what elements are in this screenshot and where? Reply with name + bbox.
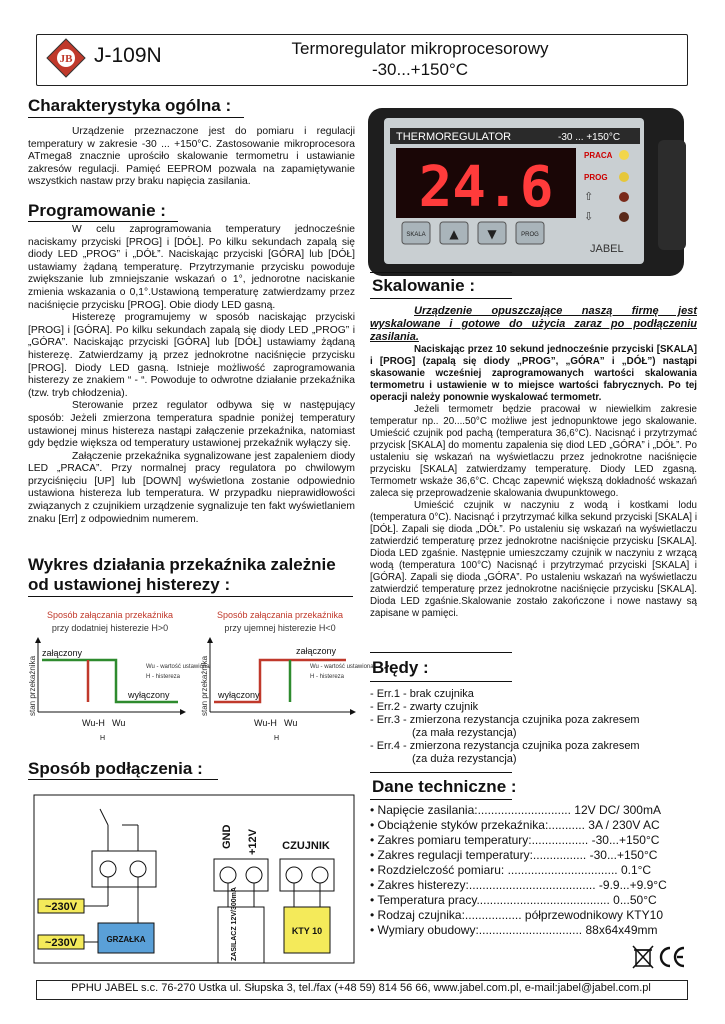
left-off-label: wyłączony [128,690,170,700]
left-legend-1: Wu - wartość ustawiona [146,664,210,670]
tech-item: • Wymiary obudowy:............................... 88x64x49mm [370,923,658,937]
tech-item: • Zakres regulacji temperatury:................ -30...+150°C [370,848,658,862]
tech-item: • Zakres pomiaru temperatury:................. -30...+150°C [370,833,660,847]
led-up-icon [619,192,629,202]
certification-marks [632,944,688,970]
tech-item: • Rodzaj czujnika:................. półprzewodnikowy KTY10 [370,908,663,922]
sensor-label: CZUJNIK [282,840,330,852]
connection-heading: Sposób podłączenia : [28,759,203,778]
calibration-p4: Umieścić czujnik w naczyniu z wodą i kostkami lodu (temperatura 0°C). Nacisnąć i przytrzymać kilka sekund przyciski [SKALA] i [DÓŁ]. Zapali się dioda „DÓŁ”. Po ustaleniu się wskazań na wyświetlaczu zatwierdzić temperaturę przez jednokrotne naciśnięcie przycisku [SKALA]. Dioda LED zgaśnie. Następnie umieszczamy czujnik w naczyniu z wrzącą wodą (temperatura 100°C) Nacisnąć i przytrzymać przyciski [SKALA] i [GÓRA]. Zapali się dioda „GÓRA”. Po ustaleniu wskazań na wyświetlaczu zatwierdzić temperaturę przez jednokrotne naciśnięcie przycisku [SKALA]. Dioda LED zgaśnie.Skalowanie zostało zakończone i nowe nastawy są zapisane w pamięci. [370,500,697,619]
tech-list [370,803,700,938]
calibration-heading: Skalowanie : [372,276,475,295]
left-y-axis-label: stan przekaźnika [28,655,37,716]
left-wuh-label: Wu-H [82,718,105,728]
right-y-axis-label: stan przekaźnika [200,655,209,716]
device-brand-label: THERMOREGULATOR [396,131,512,143]
tech-item: • Obciążenie styków przekaźnika:........... 3A / 230V AC [370,818,660,832]
errors-heading-overline [370,652,512,653]
general-heading: Charakterystyka ogólna : [28,96,232,115]
right-caption-1: Sposób załączania przekaźnika [216,610,344,620]
model-number: J-109N [94,44,162,67]
v12-label: +12V [247,829,259,855]
device-range-label: -30 ... +150°C [558,132,621,143]
heater-label: GRZAŁKA [106,935,146,944]
relay-heading-underline [28,596,353,597]
error-item: - Err.4 - zmierzona rezystancja czujnika poza zakresem [370,740,640,752]
right-on-label: załączony [296,646,337,656]
device-maker-label: JABEL [590,243,624,255]
programming-p3: Sterowanie przez regulator odbywa się w następujący sposób: Jeżeli zmierzona temperatura spadnie poniżej temperatury ustawionej minus histereza nastąpi załączenie przekaźnika, natomiast gdy będzie większa od temperatury ustawionej przekaźnik wyłączy się. [28,400,355,450]
programming-p2: Histerezę programujemy w sposób naciskając przyciski [PROG] i [GÓRA]. Po kilku sekundach zapalą się diody LED „PROG” i „GÓRA”. Naciskając przyciski [GÓRA] lub [DÓŁ] ustawiamy żądaną histerezę. Zatwierdzamy ją przez jednokrotne naciśnięcie przycisku [PROG]. Diody LED gasną. Istnieje możliwość zaprogramowania histerezy ze znakiem “ - “. Powoduje to odwrotne działanie przekaźnika (tzw. tryb chłodzenia). [28,312,355,399]
general-text: Urządzenie przeznaczone jest do pomiaru i regulacji temperatury w zakresie -30 ... +150°C. Zastosowanie mikroprocesora ATmega8 znacznie uprościło skalowanie termometru i ustawianie zakresów regulacji. Pamięć EEPROM pozwala na zapamiętywanie wszystkich nastaw przy braku napięcia zasilania. [28,126,355,188]
general-text-block [28,126,355,189]
tech-heading: Dane techniczne : [372,777,517,796]
right-wuh-label: Wu-H [254,718,277,728]
error-item: - Err.1 - brak czujnika [370,688,474,700]
connection-heading-underline [28,779,218,780]
weee-bin-icon [633,946,653,968]
device-photo [368,100,688,280]
error-item: - Err.3 - zmierzona rezystancja czujnika poza zakresem [370,714,640,726]
programming-heading-underline [28,221,178,222]
relay-heading [28,555,336,595]
wiring-diagram [34,795,356,965]
programming-p4: Załączenie przekaźnika sygnalizowane jest zapaleniem diody LED „PRACA”. Przy normalnej pracy regulatora po chwilowym przyciśnięciu [UP] lub [DOWN] wyświetlona zostanie odpowiednio ustawiona histereza lub temperatura. W przypadku nieprawidłowości związanych z czujnikiem urządzenie sygnalizuje ten fakt wyświetlaniem znaku [Err] z odpowiednim numerem. [28,450,355,525]
footer-contact: PPHU JABEL s.c. 76-270 Ustka ul. Słupska 3, tel./fax (+48 59) 814 56 66, www.jabel.com.pl, e-mail:jabel@jabel.com.pl [71,982,651,994]
error-item: (za mała rezystancja) [412,727,517,739]
mains-label-1: ~230V [44,901,78,913]
relay-heading-line2: od ustawionej histerezy : [28,575,231,594]
programming-text-block [28,224,355,526]
left-caption-2: przy dodatniej histerezie H>0 [51,623,169,633]
led-down-icon [619,212,629,222]
errors-list [370,688,700,766]
calibration-heading-underline [370,298,512,299]
company-logo [46,38,86,78]
tech-heading-overline [370,772,512,773]
calibration-text-block [370,305,697,620]
led-praca-icon [619,150,629,160]
calibration-p2: Naciskając przez 10 sekund jednocześnie przyciski [SKALA] i [PROG] (zapalą się diody „PROG”, „GÓRA” i „DÓŁ”) nastąpi skasowanie wcześniej zaprogramowanych wartości skalowania termometru i ustawienie w to miejsce wartości fabrycznych. Po tej operacji należy ponownie wyskalować termometr. [370,344,697,403]
left-caption-1: Sposób załączania przekaźnika [46,610,174,620]
title-line-2: -30...+150°C [371,60,469,79]
device-button-prog: PROG [521,232,539,238]
tech-heading-underline [370,799,512,800]
led-prog-icon [619,172,629,182]
page-title [230,38,610,80]
led-label-up: ⇧ [584,190,594,203]
error-item: (za duża rezystancja) [412,753,517,765]
logo-text: JB [59,53,73,65]
right-off-label: wyłączony [218,690,260,700]
general-heading-underline [28,117,244,118]
left-h-label: H [100,735,106,742]
tech-item: • Zakres histerezy:...................................... -9.9...+9.9°C [370,878,667,892]
device-button-skala: SKALA [406,232,426,238]
psu-label: ZASILACZ 12V/300mA [231,887,238,961]
device-display-value: 24.6 [418,155,554,220]
calibration-heading-overline [370,272,512,273]
tech-item: • Temperatura pracy........................................ 0...50°C [370,893,657,907]
ce-mark-icon [661,948,684,966]
gnd-label: GND [221,824,233,849]
relay-heading-line1: Wykres działania przekaźnika zależnie [28,555,336,574]
right-h-label: H [274,735,280,742]
errors-heading: Błędy : [372,658,429,677]
device-button-up: ▲ [449,227,459,241]
tech-item: • Rozdzielczość pomiaru: ................................. 0.1°C [370,863,652,877]
right-caption-2: przy ujemnej histerezie H<0 [224,623,336,633]
led-label-praca: PRACA [584,151,613,160]
device-button-down: ▼ [487,227,497,241]
tech-item: • Napięcie zasilania:............................ 12V DC/ 300mA [370,803,661,817]
led-label-down: ⇩ [584,210,594,223]
error-item: - Err.2 - zwarty czujnik [370,701,479,713]
left-wu-label: Wu [112,718,126,728]
led-label-prog: PROG [584,173,608,182]
programming-p1: W celu zaprogramowania temperatury jednocześnie naciskamy przyciski [PROG] i [DÓŁ]. Po kilku sekundach zapalą się diody LED „PROG” i „DÓŁ”. Naciskając przyciski [GÓRA] lub [DÓŁ] ustawiamy żądaną temperaturę. Przytrzymanie przycisku powoduje zwiększanie lub zmniejszanie wskazań o 1°, jednorotne naciskanie zmienia wskazania o 0,1°.Ustawioną temperaturę zatwierdzamy przez naciśnięcie przycisku [PROG]. Obie diody LED gasną. [28,224,355,311]
right-wu-label: Wu [284,718,298,728]
relay-charts [28,604,374,749]
errors-heading-underline [370,681,512,682]
mains-label-2: ~230V [44,937,78,949]
programming-heading: Programowanie : [28,201,166,220]
calibration-p1: Urządzenie opuszczające naszą firmę jest wyskalowane i gotowe do użycia zaraz po podłączeniu zasilania. [370,305,697,343]
left-legend-2: H - histereza [146,674,181,680]
kty-label: KTY 10 [291,926,323,936]
right-legend-2: H - histereza [310,674,345,680]
left-on-label: załączony [42,648,83,658]
calibration-p3: Jeżeli termometr będzie pracował w niewielkim zakresie temperatur np.. 20....50°C możliwe jest jednopunktowe jego skalowanie. Umieścić czujnik pod pachą (temperatura 36,6°C). Nacisnąć i przytrzymać przycisk [SKALA] do momentu zapalenia się diod LED „GÓRA” i „DÓŁ”. Po ustaleniu się wskazań na wyświetlaczu przez jednokrotne naciśnięcie przycisku [SKALA] zatwierdzamy temperaturę. Diody LED zgasną. Termometr wskaże 36,6°C. Chcąc zapewnić większą dokładność wskazań zaleca się przeprowadzenie skalowania dwupunktowego. [370,404,697,499]
right-legend-1: Wu - wartość ustawiona [310,664,374,670]
title-line-1: Termoregulator mikroprocesorowy [291,39,549,58]
